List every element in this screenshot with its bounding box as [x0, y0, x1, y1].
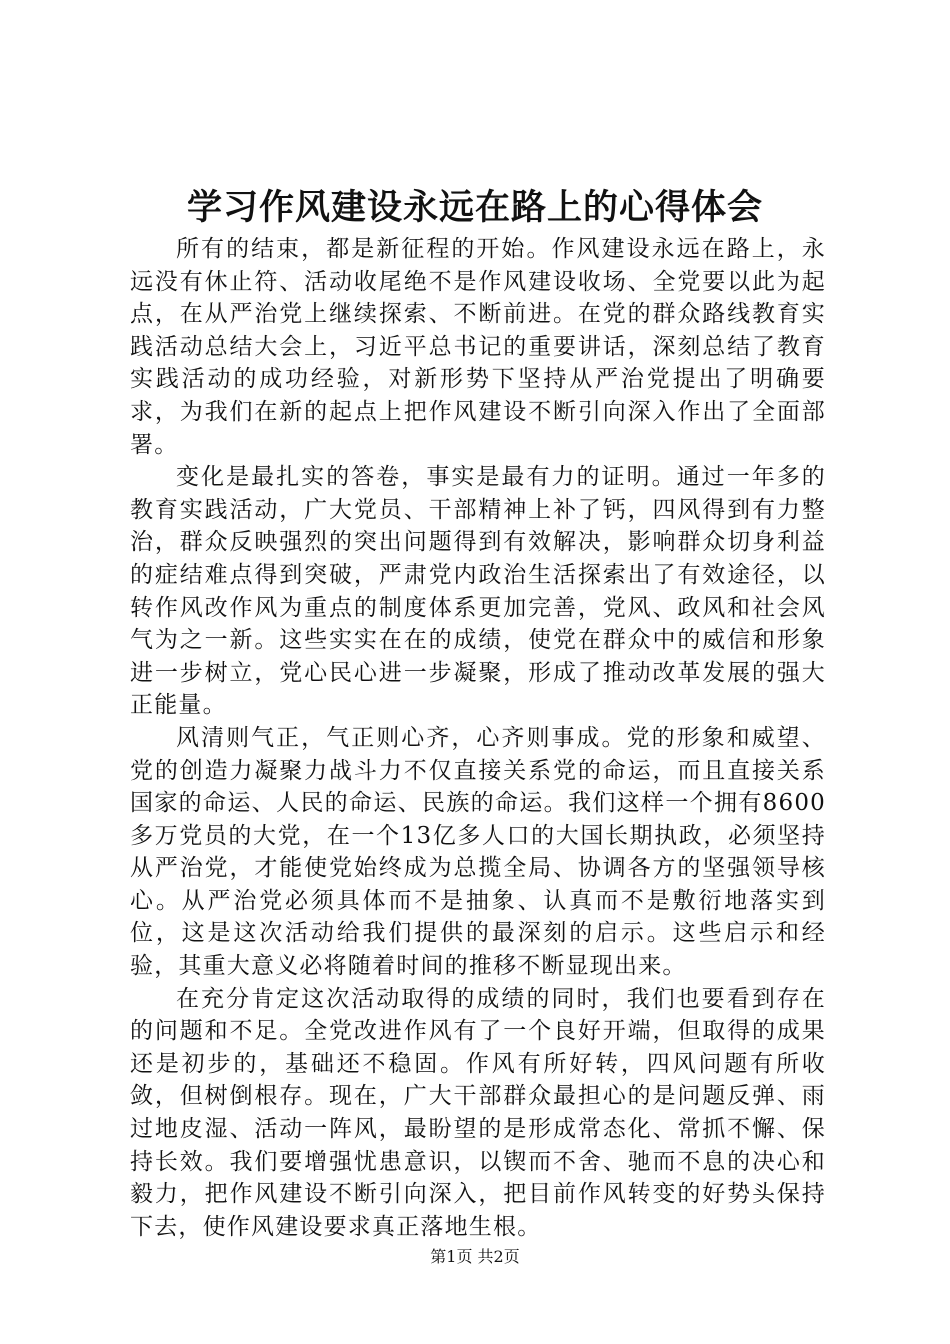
page-number-footer: 第1页 共2页	[430, 1247, 520, 1266]
paragraph-3: 风清则气正，气正则心齐，心齐则事成。党的形象和威望、党的创造力凝聚力战斗力不仅直接关系党的命运，而且直接关系国家的命运、人民的命运、民族的命运。我们这样一个拥有8600多万党员的大党，在一个13亿多人口的大国长期执政，必须坚持从严治党，才能使党始终成为总揽全局、协调各方的坚强领导核心。从严治党必须具体而不是抽象、认真而不是敷衍地落实到位，这是这次活动给我们提供的最深刻的启示。这些启示和经验，其重大意义必将随着时间的推移不断显现出来。	[130, 724, 826, 980]
paragraph-1: 所有的结束，都是新征程的开始。作风建设永远在路上，永远没有休止符、活动收尾绝不是作风建设收场、全党要以此为起点，在从严治党上继续探索、不断前进。在党的群众路线教育实践活动总结大会上，习近平总书记的重要讲话，深刻总结了教育实践活动的成功经验，对新形势下坚持从严治党提出了明确要求，为我们在新的起点上把作风建设不断引向深入作出了全面部署。	[130, 236, 826, 458]
paragraph-4: 在充分肯定这次活动取得的成绩的同时，我们也要看到存在的问题和不足。全党改进作风有了一个良好开端，但取得的成果还是初步的，基础还不稳固。作风有所好转，四风问题有所收敛，但树倒根存。现在，广大干部群众最担心的是问题反弹、雨过地皮湿、活动一阵风，最盼望的是形成常态化、常抓不懈、保持长效。我们要增强忧患意识，以锲而不舍、驰而不息的决心和毅力，把作风建设不断引向深入，把目前作风转变的好势头保持下去，使作风建设要求真正落地生根。	[130, 985, 826, 1240]
paragraph-2: 变化是最扎实的答卷，事实是最有力的证明。通过一年多的教育实践活动，广大党员、干部精神上补了钙，四风得到有力整治，群众反映强烈的突出问题得到有效解决，影响群众切身利益的症结难点得到突破，严肃党内政治生活探索出了有效途径，以转作风改作风为重点的制度体系更加完善，党风、政风和社会风气为之一新。这些实实在在的成绩，使党在群众中的威信和形象进一步树立，党心民心进一步凝聚，形成了推动改革发展的强大正能量。	[130, 464, 826, 719]
document-title: 学习作风建设永远在路上的心得体会	[186, 187, 763, 228]
document-body	[130, 233, 826, 1243]
